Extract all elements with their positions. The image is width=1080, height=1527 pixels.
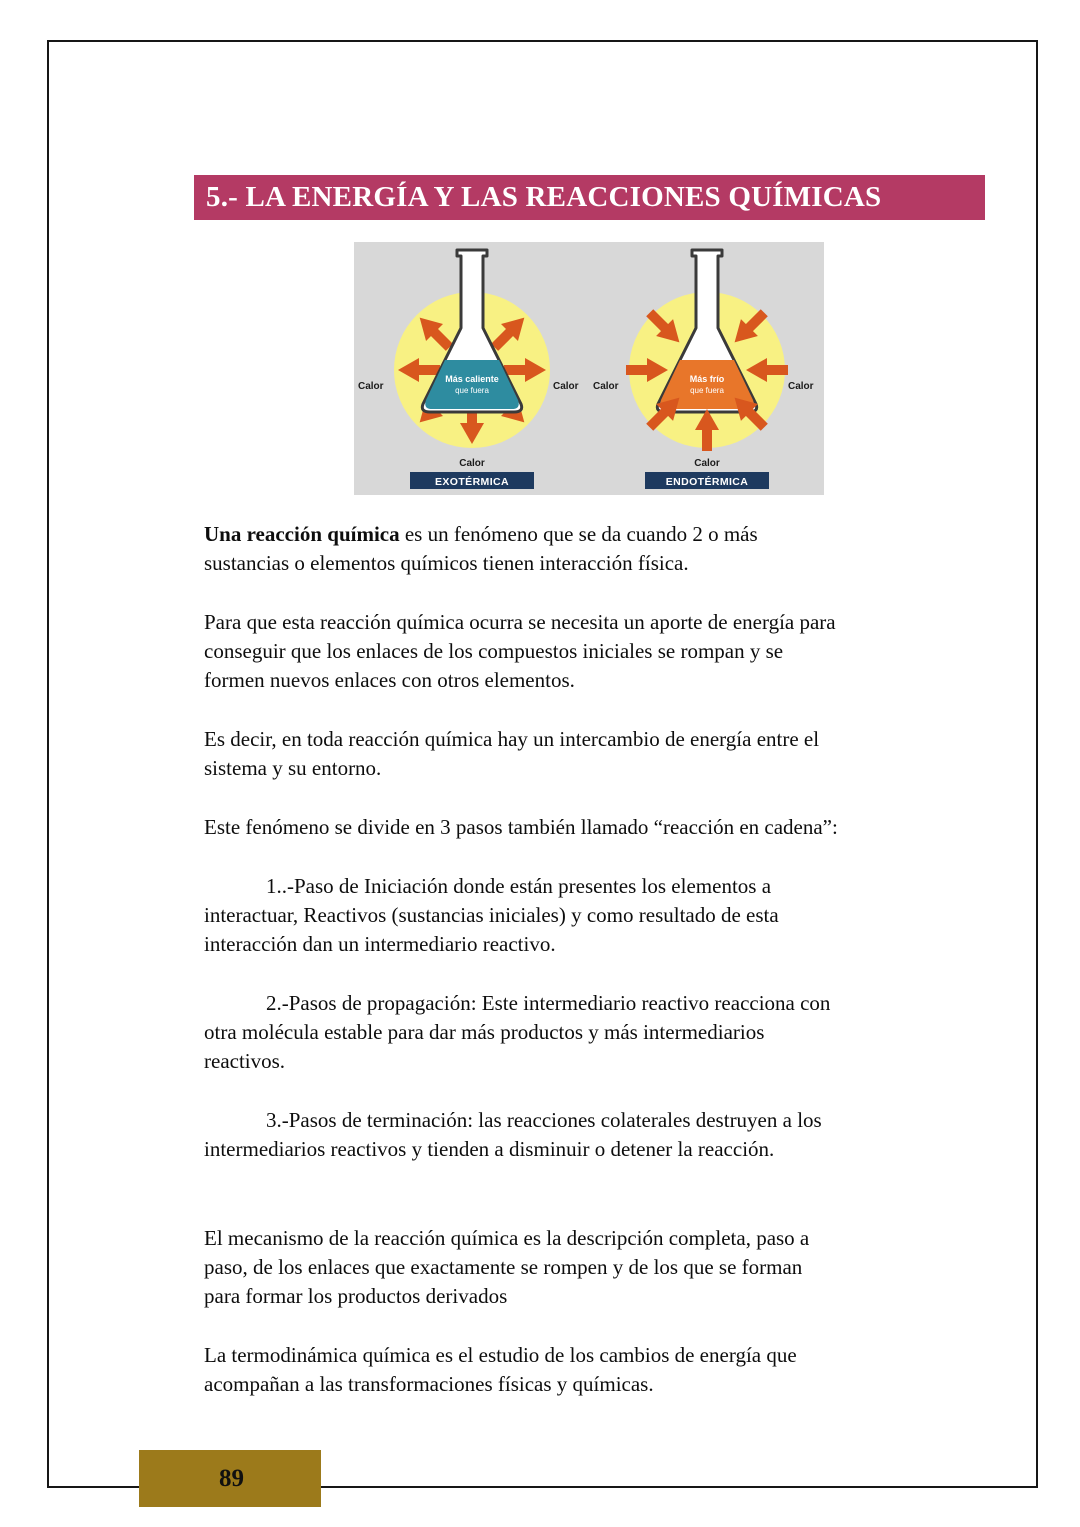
text-line: otra molécula estable para dar más productos y más intermediarios: [204, 1020, 765, 1044]
bubble-icon: [471, 347, 476, 352]
flask-label: que fuera: [455, 386, 489, 395]
reaction-energy-figure: [354, 242, 824, 495]
page-number-badge: [139, 1450, 321, 1507]
bubble-icon: [697, 351, 703, 357]
paragraph-definition: [204, 520, 964, 578]
text-line: intermediarios reactivos y tienden a disminuir o detener la reacción.: [204, 1137, 775, 1161]
figure-panel-endothermic: [589, 242, 824, 495]
paragraph-step-1: [204, 872, 964, 959]
text-line: 3.-Pasos de terminación: las reacciones colaterales destruyen a los: [266, 1108, 822, 1132]
text-line: 2.-Pasos de propagación: Este intermediario reactivo reacciona con: [266, 991, 831, 1015]
flask-label: Más caliente: [445, 374, 499, 384]
text-line: interactuar, Reactivos (sustancias iniciales) y como resultado de esta: [204, 903, 779, 927]
calor-label-bottom: Calor: [694, 458, 720, 469]
text-line: El mecanismo de la reacción química es la descripción completa, paso a: [204, 1226, 810, 1250]
flask-label: que fuera: [690, 386, 724, 395]
text-line: 1..-Paso de Iniciación donde están presentes los elementos a: [266, 874, 772, 898]
paragraph-mechanism: [204, 1224, 964, 1311]
text-line: La termodinámica química es el estudio de los cambios de energía que: [204, 1343, 797, 1367]
text-line: para formar los productos derivados: [204, 1284, 508, 1308]
text-line: paso, de los enlaces que exactamente se rompen y de los que se forman: [204, 1255, 803, 1279]
calor-label-left: Calor: [593, 381, 619, 392]
text-line: conseguir que los enlaces de los compuestos iniciales se rompan y se: [204, 639, 784, 663]
text-line: sustancias o elementos químicos tienen interacción física.: [204, 551, 689, 575]
figure-panel-exothermic: [354, 242, 589, 495]
bold-lead: Una reacción química: [204, 522, 400, 546]
text-line: sistema y su entorno.: [204, 756, 382, 780]
section-title: 5.- LA ENERGÍA Y LAS REACCIONES QUÍMICAS: [206, 181, 882, 213]
document-page: [47, 40, 1038, 1492]
page-number: 89: [219, 1464, 244, 1492]
text-line: interacción dan un intermediario reactivo.: [204, 932, 556, 956]
section-title-banner: [194, 175, 985, 220]
text-line: Es decir, en toda reacción química hay un intercambio de energía entre el: [204, 727, 820, 751]
calor-label-right: Calor: [553, 381, 579, 392]
text-run: es un fenómeno que se da cuando 2 o más: [399, 522, 758, 546]
caption-endothermic: ENDOTÉRMICA: [665, 476, 749, 488]
bubble-icon: [706, 347, 711, 352]
text-line: acompañan a las transformaciones físicas y químicas.: [204, 1372, 654, 1396]
body-text: [204, 520, 964, 1429]
flask-label: Más frío: [689, 374, 725, 384]
paragraph-step-2: [204, 989, 964, 1076]
bubble-icon: [462, 351, 468, 357]
caption-exothermic: EXOTÉRMICA: [434, 476, 510, 488]
paragraph-chain-reaction: [204, 813, 964, 842]
text-line: Este fenómeno se divide en 3 pasos también llamado “reacción en cadena”:: [204, 815, 838, 839]
paragraph-exchange: [204, 725, 964, 783]
text-line: Para que esta reacción química ocurra se necesita un aporte de energía para: [204, 610, 836, 634]
paragraph-step-3: [204, 1106, 964, 1164]
paragraph-thermodynamics: [204, 1341, 964, 1399]
text-line: [204, 520, 964, 549]
text-line: reactivos.: [204, 1049, 286, 1073]
bubble-icon: [713, 353, 717, 357]
calor-label-right: Calor: [788, 381, 814, 392]
calor-label-bottom: Calor: [459, 458, 485, 469]
paragraph-energy-need: [204, 608, 964, 695]
text-line: formen nuevos enlaces con otros elementos.: [204, 668, 575, 692]
bubble-icon: [478, 353, 482, 357]
calor-label-left: Calor: [358, 381, 384, 392]
